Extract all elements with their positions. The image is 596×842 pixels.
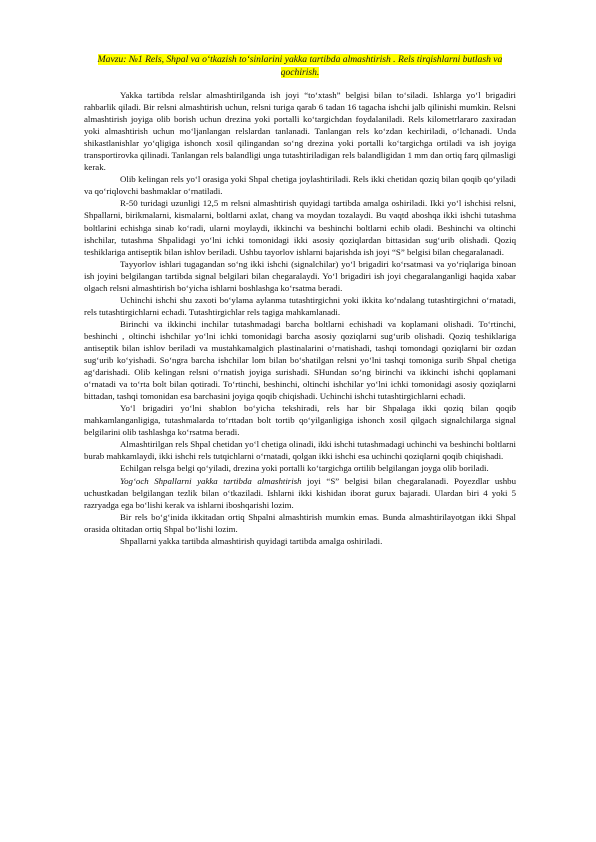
paragraph-3: R-50 turidagi uzunligi 12,5 m relsni almashtirish quyidagi tartibda amalga oshiriladi. Ikki yo‘l ishchisi relsni, Shpallarni, birikmalarni, kismalarni, boltlarni axlat, chang va moydan tozalaydi. Bu vaqtd aboshqa ikki ishchi tutashma boltlarini echishga sinab ko‘radi, ularni moylaydi, ikkinchi va beshinchi boltlarni echib oladi. Beshinchi va oltinchi ishchilar, tutashma Shpalidagi yo‘lni ichki tomonidagi ikki asosiy qoziqlardan bittasidan sug‘urib olishadi. Qoziq teshiklariga antiseptik bilan ishlov beriladi. Ushbu tayorlov ishlarni bajarishda ish joyi “S” belgisi bilan chegaralanadi. [84,198,516,257]
paragraph-2: Olib kelingan rels yo‘l orasiga yoki Shpal chetiga joylashtiriladi. Rels ikki chetidan qoziq bilan qoqib qo‘yiladi va qo‘riqlovchi bashmaklar o‘rnatiladi. [84,174,516,197]
paragraph-4: Tayyorlov ishlari tugagandan so‘ng ikki ishchi (signalchilar) yo‘l brigadiri ko‘rsatmasi va yo‘riqlariga binoan ish joyini belgilangan tartibda signal belgilari bilan chegaralaydi. Yo‘l brigadiri ish joyi chegaralanganligi haqida xabar olgach relsni almashtirish bo‘yicha ishlarni boshlashga ko‘rsatma beradi. [84,258,516,293]
paragraph-10-italic-lead: Yog‘och Shpallarni yakka tartibda almashtirish [120,475,302,486]
paragraph-7: Yo‘l brigadiri yo‘lni shablon bo‘yicha tekshiradi, rels har bir Shpalaga ikki qoziq bilan qoqib mahkamlanganligiga, tutashmalarda to‘rttadan bolt tortib qo‘yilganligiga ishonch xosil qilgach signalchilarga signal belgilarini olib tashlashga ko‘rsatma beradi. [84,403,516,438]
document-page [84,53,516,547]
paragraph-9: Echilgan relsga belgi qo‘yiladi, drezina yoki portalli ko‘targichga ortilib belgilangan joyga olib boriladi. [120,463,489,474]
paragraph-6: Birinchi va ikkinchi inchilar tutashmadagi barcha boltlarni echishadi va koplamani olishadi. To‘rtinchi, beshinchi , oltinchi ishchilar yo‘lni ichki tomonidagi barcha asosiy qoziqlarni sug‘urib olishadi. Qoziq teshiklariga antiseptik bilan ishlov beriladi va mustahkamalgich plastinalarini o‘rnatishadi, tashqi tomondagi qoziqlarni bir ozdan sug‘urib ko‘yishadi. So‘ngra barcha ishchilar lom bilan bo‘shatilgan relsni yo‘lni tashqi tomoniga surib Shpal chetiga ag‘darishadi. Olib kelingan relsni o‘rnatish joyiga surishadi. SHundan so‘ng birinchi va ikkinchi ishchi qoplamani o‘rnatadi va to‘rta bolt bilan qotiradi. To‘rtinchi, beshinchi, oltinchi ishchilar yo‘lni ichki tomonidagi asosiy qoziqlarni bittadan, tashqi tomonidan esa barchasini joyiga qoqib chiqishadi. Uchinchi ishchi tutashtirgichlarni echadi. [84,318,516,402]
document-title [84,53,516,79]
title-text: Mavzu: №1 Rels, Shpal va o‘tkazish to‘sinlarini yakka tartibda almashtirish . Rels tirqishlarni butlash va qochirish. [97,54,503,78]
paragraph-8: Almashtirilgan rels Shpal chetidan yo‘l chetiga olinadi, ikki ishchi tutashmadagi uchinchi va beshinchi boltlarni burab mahkamlaydi, ikki ishchi rels tutqichlarni o‘rnatadi, qolgan ikki ishchi esa uchinchi qoziqlarni qoqib chiqishadi. [84,439,516,462]
paragraph-11: Bir rels bo‘g‘inida ikkitadan ortiq Shpalni almashtirish mumkin emas. Bunda almashtirilayotgan ikki Shpal orasida oltitadan ortiq Shpal bo‘lishi lozim. [84,511,516,534]
paragraph-10 [84,475,516,511]
document-body [84,89,516,547]
paragraph-5: Uchinchi ishchi shu zaxoti bo‘ylama aylanma tutashtirgichni yoki ikkita ko‘ndalang tutashtirgichni o‘rnatadi, rels tutashtirgichlarni echadi. Tutashtirgichlar rels tagiga mahkamlanadi. [84,294,516,317]
paragraph-1: Yakka tartibda relslar almashtirilganda ish joyi “to‘xtash” belgisi bilan to‘siladi. Ishlarga yo‘l brigadiri rahbarlik qiladi. Bir relsni almashtirish uchun, relsni turiga qarab 6 tadan 16 tagacha ishchi jalb qilinishi mumkin. Relsni almashtirish joyiga olib borish uchun drezina yoki portalli ko‘targichdan foydalaniladi. Rels kilometrlararo zaxiradan yoki almashtirish uchun mo‘ljanlangan relslardan tanlanadi. Tanlangan rels ko‘zdan kechiriladi, o‘lchanadi. Unda shikastlanishlar yo‘qligiga ishonch xosil qilingandan so‘ng drezina yoki portalli ko‘targichga ortiladi va ish joyiga transportirovka qilinadi. Tanlangan rels balandligi unga tutashtiriladigan rels balandligidan 1 mm dan ortiq farq qilmasligi kerak. [84,90,516,173]
paragraph-12: Shpallarni yakka tartibda almashtirish quyidagi tartibda amalga oshiriladi. [120,535,383,546]
paragraph-10-text: joyi “S” belgisi bilan chegaralanadi. Poyezdlar ushbu uchustkadan belgilangan tezlik bilan o‘tkaziladi. Ishlarni ikki kishidan iborat guruх bajaradi. Ulardan biri 4 yoki 5 razryadga ega bo‘lishi kerak va ishlarni iboshqarishi lozim. [84,475,516,510]
